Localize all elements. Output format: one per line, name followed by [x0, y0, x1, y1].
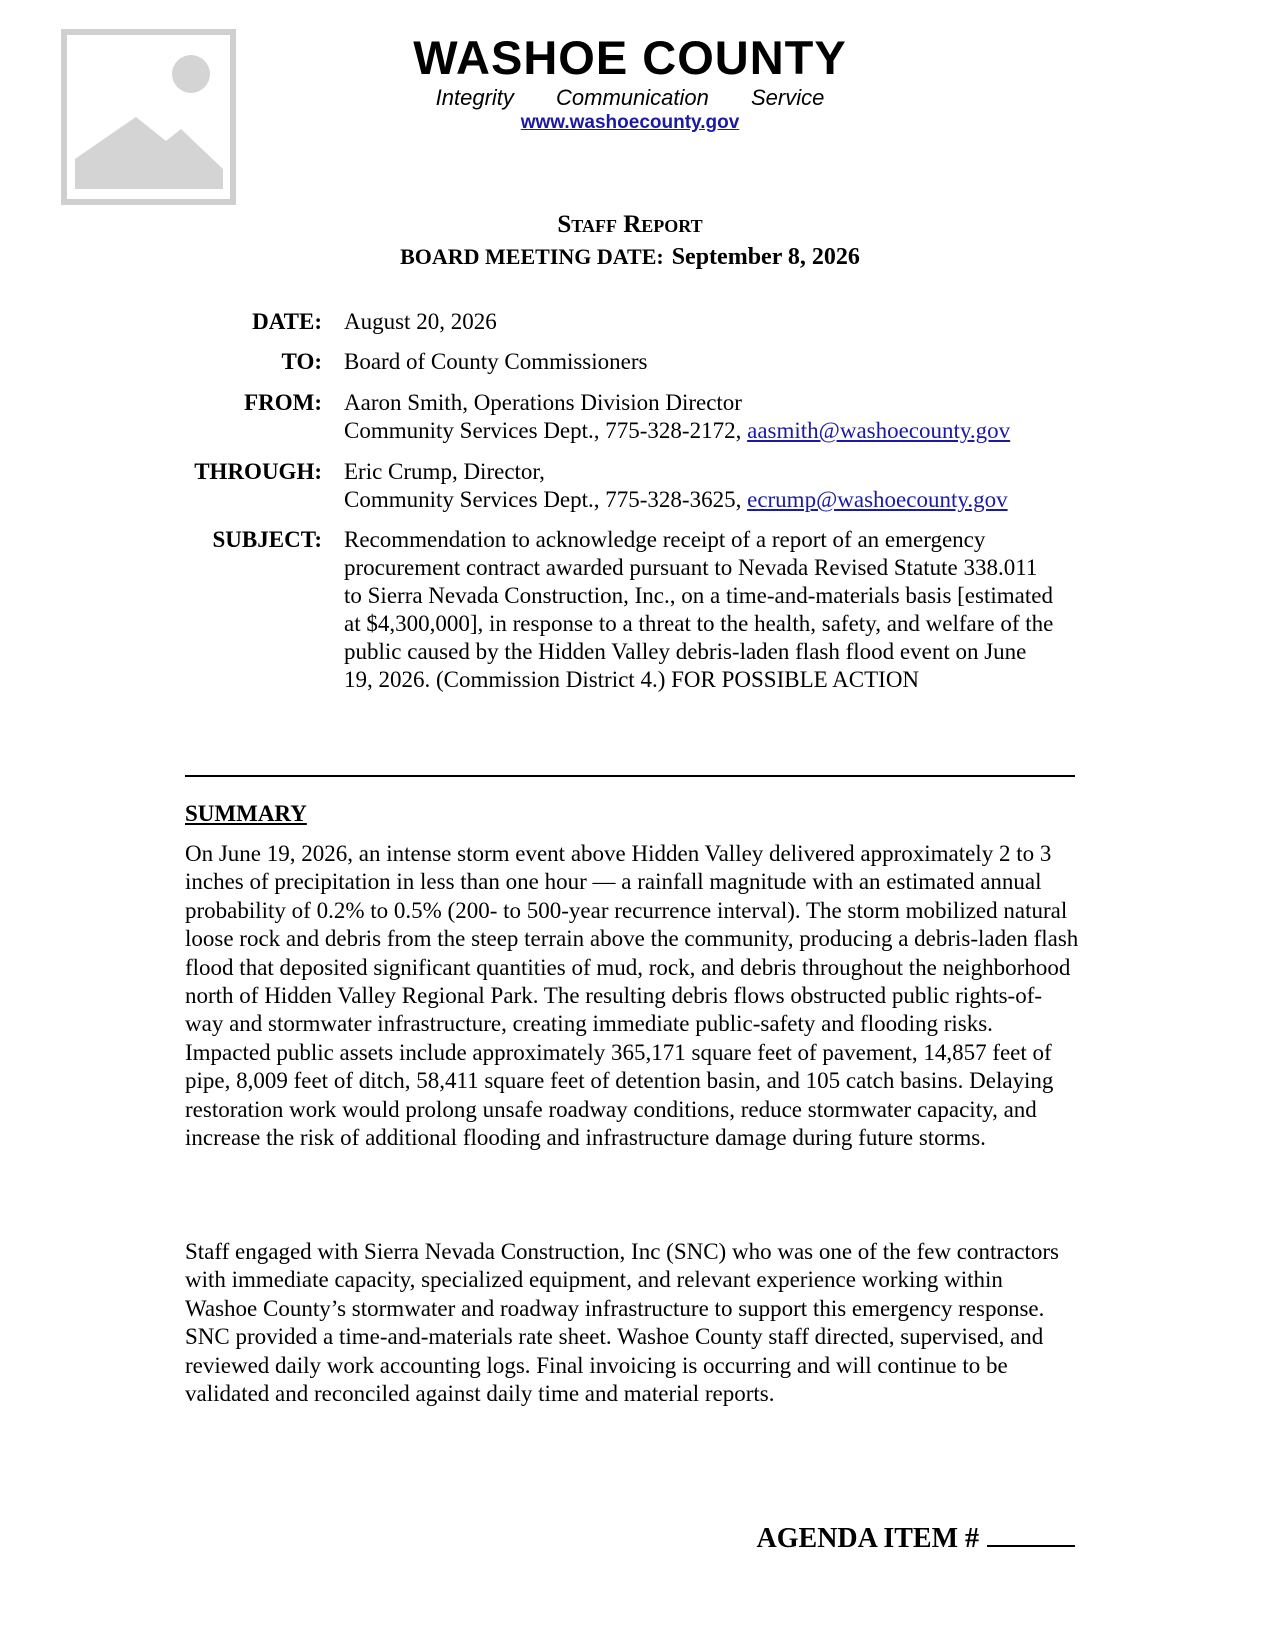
summary-heading: SUMMARY: [185, 801, 307, 826]
from-contact: [344, 417, 1064, 445]
through-dept-phone: Community Services Dept., 775-328-3625,: [344, 487, 742, 512]
to-label: TO:: [281, 349, 322, 374]
from-value: [344, 389, 1064, 445]
through-email-link[interactable]: ecrump@washoecounty.gov: [747, 487, 1008, 512]
agenda-item-blank: [987, 1523, 1075, 1547]
through-name-title: Eric Crump, Director,: [344, 459, 545, 484]
org-name: WASHOE COUNTY: [413, 31, 847, 84]
through-value: [344, 458, 1064, 514]
to-value: Board of County Commissioners: [344, 349, 648, 374]
agenda-item-line: [757, 1522, 1075, 1556]
subject-value: Recommendation to acknowledge receipt of a report of an emergency procurement contract awarded pursuant to Nevada Revised Statute 338.011 to Sierra Nevada Construction, Inc., on a time-and-materials basis [estimated at $4,300,000], in response to a threat to the health, safety, and welfare of the public caused by the Hidden Valley debris-laden flash flood event on June 19, 2026. (Commission District 4.) FOR POSSIBLE ACTION: [344, 527, 1054, 692]
from-label: FROM:: [244, 390, 322, 415]
summary-paragraph-1: On June 19, 2026, an intense storm event above Hidden Valley delivered approximately 2 to 3 inches of precipitation in less than one hour — a rainfall magnitude with an estimated annual probability of 0.2% to 0.5% (200- to 500-year recurrence interval). The storm mobilized natural loose rock and debris from the steep terrain above the community, producing a debris-laden flash flood that deposited significant quantities of mud, rock, and debris throughout the neighborhood north of Hidden Valley Regional Park. The resulting debris flows obstructed public rights-of-way and stormwater infrastructure, creating immediate public-safety and flooding risks. Impacted public assets include approximately 365,171 square feet of pavement, 14,857 feet of pipe, 8,009 feet of ditch, 58,411 square feet of detention basin, and 105 catch basins. Delaying restoration work would prolong unsafe roadway conditions, reduce stormwater capacity, and increase the risk of additional flooding and infrastructure damage during future storms.: [185, 841, 1079, 1151]
motto-communication: Communication: [556, 85, 709, 110]
meeting-date-value: September 8, 2026: [671, 244, 860, 270]
meeting-date-label: BOARD MEETING DATE:: [400, 244, 664, 269]
from-name-title: Aaron Smith, Operations Division Director: [344, 390, 742, 415]
through-contact: [344, 486, 1064, 514]
subject-label: SUBJECT:: [212, 527, 322, 552]
motto-integrity: Integrity: [435, 85, 514, 110]
date-value: August 20, 2026: [344, 309, 497, 334]
from-dept-phone: Community Services Dept., 775-328-2172,: [344, 418, 742, 443]
date-label: DATE:: [252, 309, 322, 334]
website-link[interactable]: www.washoecounty.gov: [520, 112, 740, 133]
through-label: THROUGH:: [194, 459, 322, 484]
from-email-link[interactable]: aasmith@washoecounty.gov: [747, 418, 1011, 443]
meeting-date-line: [330, 242, 930, 272]
org-mottos: [380, 84, 880, 112]
agenda-item-label: AGENDA ITEM #: [756, 1523, 979, 1554]
summary-paragraph-2: Staff engaged with Sierra Nevada Construction, Inc (SNC) who was one of the few contractors with immediate capacity, specialized equipment, and relevant experience working within Washoe County’s stormwater and roadway infrastructure to support this emergency response. SNC provided a time-and-materials rate sheet. Washoe County staff directed, supervised, and reviewed daily work accounting logs. Final invoicing is occurring and will continue to be validated and reconciled against daily time and material reports.: [185, 1239, 1059, 1407]
section-divider: [185, 775, 1075, 777]
image-placeholder-icon: [61, 29, 236, 205]
motto-service: Service: [751, 85, 825, 110]
report-title: Staff Report: [557, 211, 703, 238]
